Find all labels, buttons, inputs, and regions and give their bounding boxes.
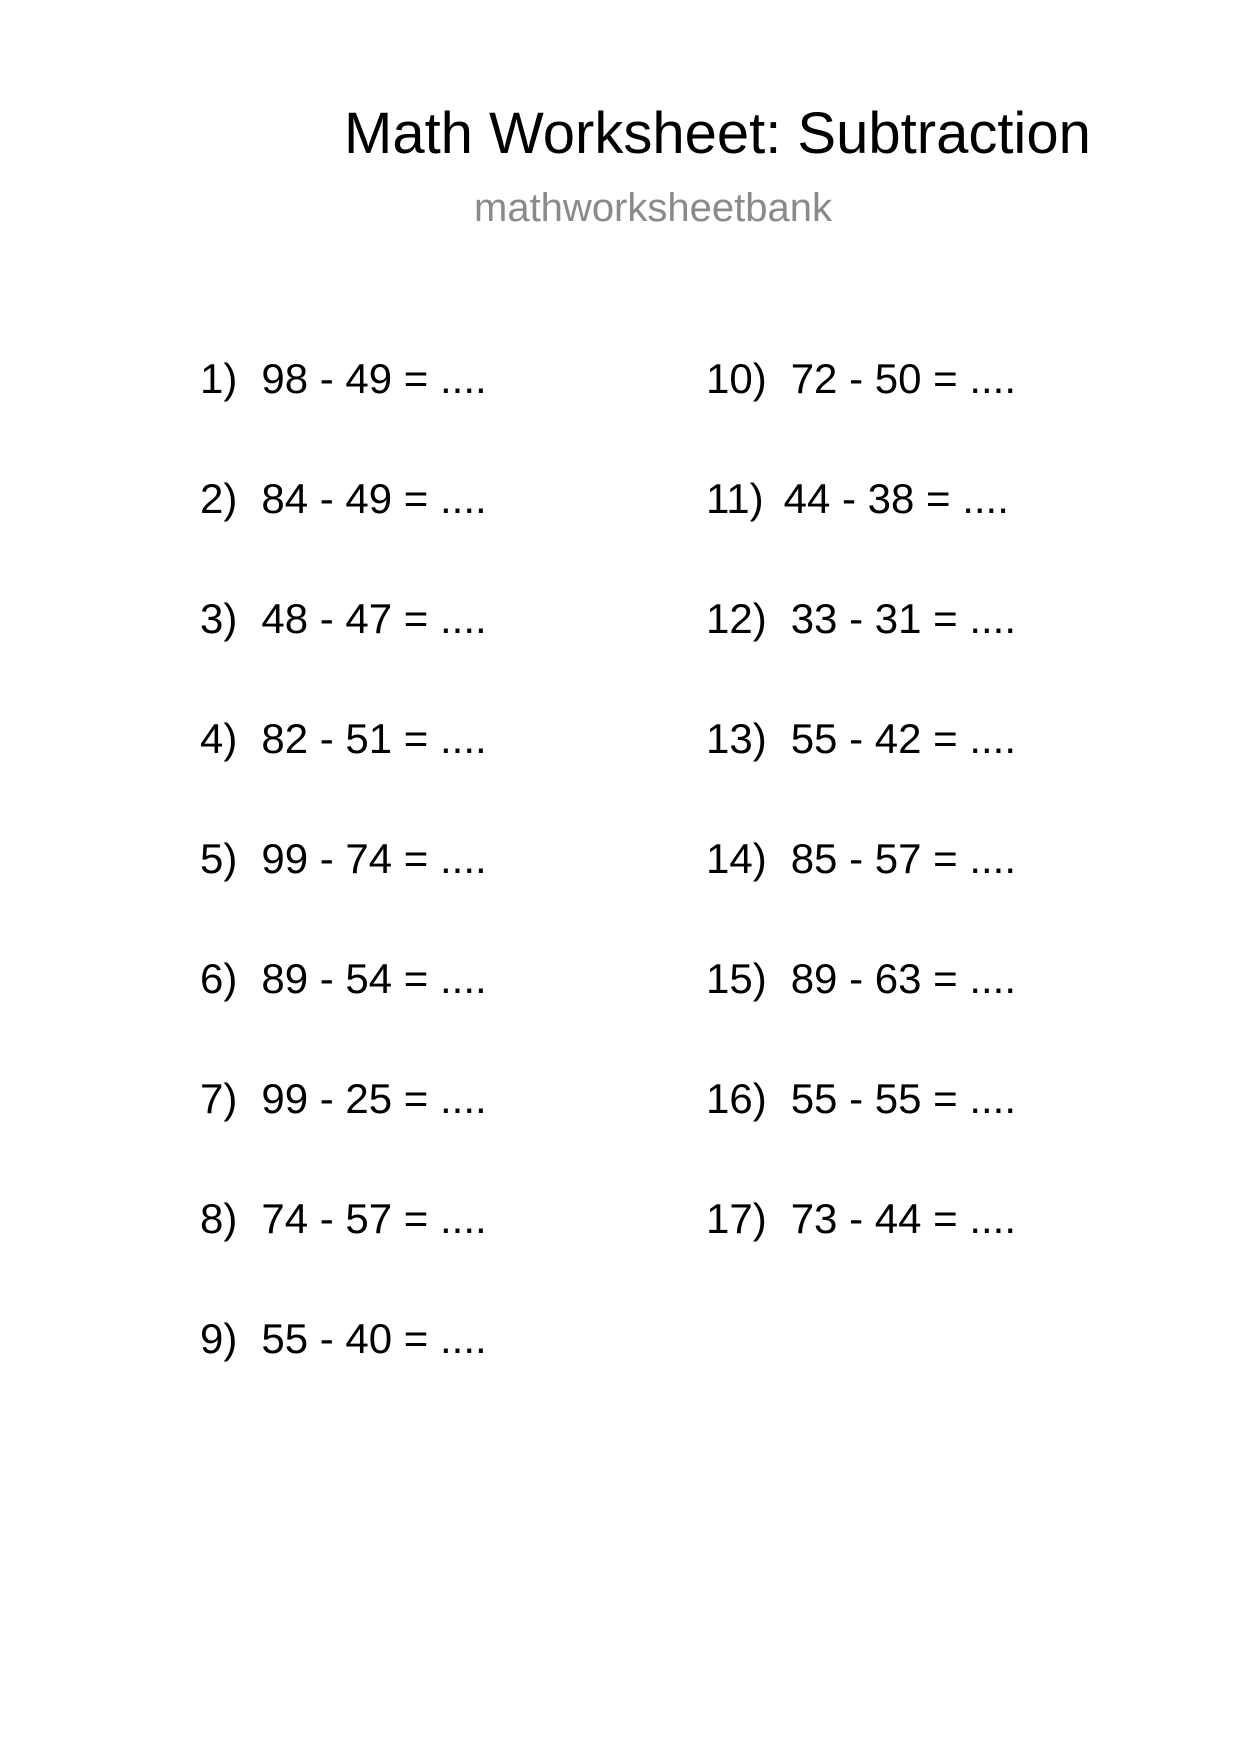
page-subtitle: mathworksheetbank <box>474 186 832 230</box>
problem-number: 6) <box>200 955 238 1002</box>
problem-17 <box>706 1193 1016 1245</box>
problem-expression: 55 - 55 = .... <box>790 1075 1017 1122</box>
problem-expression: 89 - 63 = .... <box>790 955 1017 1002</box>
problem-expression: 98 - 49 = .... <box>261 355 487 402</box>
problem-number: 16) <box>706 1075 767 1122</box>
problem-number: 7) <box>200 1075 238 1122</box>
problem-5 <box>200 833 487 885</box>
page-title: Math Worksheet: Subtraction <box>344 101 1091 166</box>
problem-number: 10) <box>706 355 767 402</box>
problem-expression: 48 - 47 = .... <box>261 595 487 642</box>
problem-13 <box>706 713 1016 765</box>
problem-number: 12) <box>706 595 767 642</box>
problem-15 <box>706 953 1016 1005</box>
problem-expression: 99 - 74 = .... <box>261 835 487 882</box>
problem-number: 5) <box>200 835 238 882</box>
problem-number: 8) <box>200 1195 238 1242</box>
problem-number: 11) <box>706 475 764 522</box>
problem-14 <box>706 833 1016 885</box>
problem-6 <box>200 953 487 1005</box>
problem-number: 9) <box>200 1315 238 1362</box>
problem-number: 3) <box>200 595 238 642</box>
problem-16 <box>706 1073 1016 1125</box>
problem-expression: 89 - 54 = .... <box>261 955 487 1002</box>
problem-expression: 73 - 44 = .... <box>790 1195 1017 1242</box>
problem-1 <box>200 353 487 405</box>
problem-expression: 84 - 49 = .... <box>261 475 487 522</box>
problem-11 <box>706 473 1009 525</box>
problem-10 <box>706 353 1016 405</box>
problem-number: 17) <box>706 1195 767 1242</box>
problem-expression: 74 - 57 = .... <box>261 1195 487 1242</box>
problem-8 <box>200 1193 487 1245</box>
problem-9 <box>200 1313 487 1365</box>
problem-3 <box>200 593 487 645</box>
problem-7 <box>200 1073 487 1125</box>
problem-expression: 55 - 40 = .... <box>261 1315 487 1362</box>
problem-number: 14) <box>706 835 767 882</box>
problem-2 <box>200 473 487 525</box>
problem-expression: 55 - 42 = .... <box>790 715 1017 762</box>
problem-expression: 85 - 57 = .... <box>790 835 1017 882</box>
problem-expression: 82 - 51 = .... <box>261 715 487 762</box>
problem-expression: 44 - 38 = .... <box>783 475 1009 522</box>
problem-expression: 72 - 50 = .... <box>790 355 1017 402</box>
problem-number: 4) <box>200 715 238 762</box>
problem-number: 15) <box>706 955 767 1002</box>
problem-expression: 99 - 25 = .... <box>261 1075 487 1122</box>
problem-12 <box>706 593 1016 645</box>
problem-expression: 33 - 31 = .... <box>790 595 1017 642</box>
problem-number: 1) <box>200 355 238 402</box>
problem-number: 13) <box>706 715 767 762</box>
problem-4 <box>200 713 487 765</box>
problem-number: 2) <box>200 475 238 522</box>
